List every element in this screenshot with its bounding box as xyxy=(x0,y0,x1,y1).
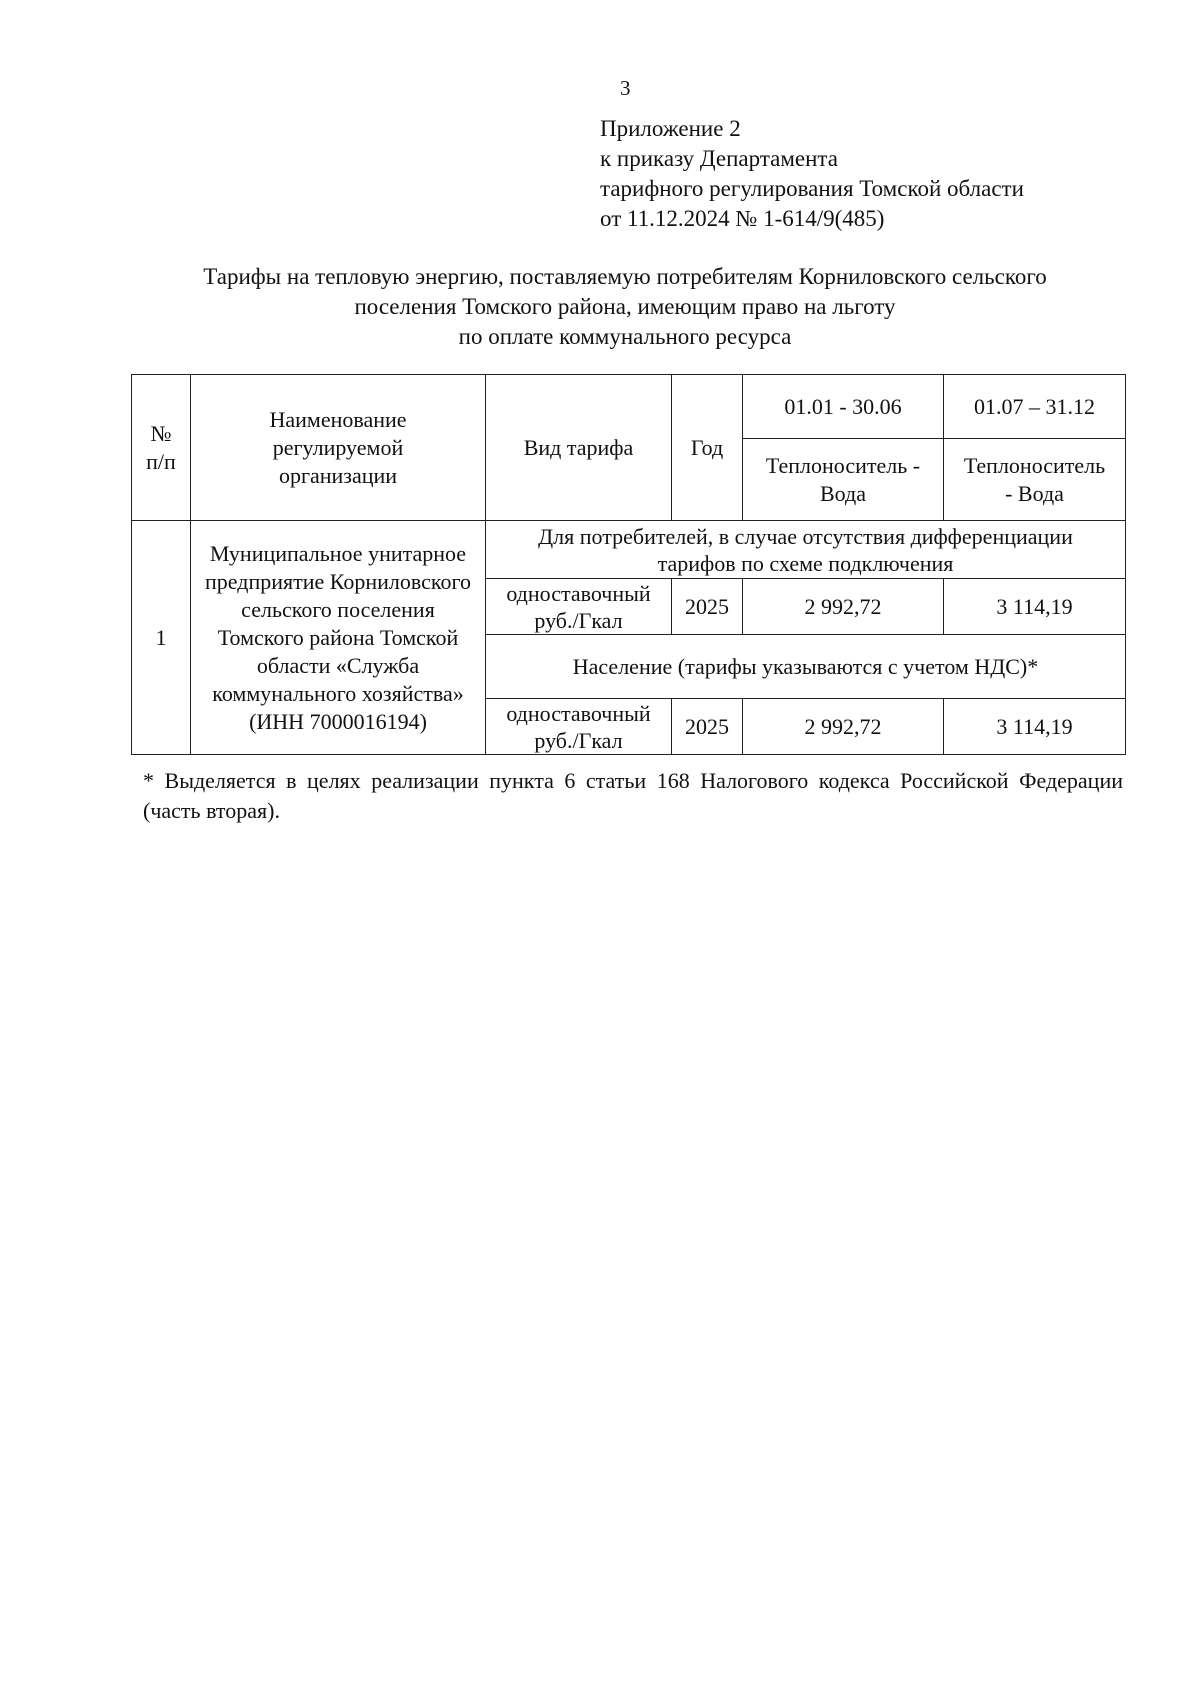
appendix-line-2: к приказу Департамента xyxy=(600,146,838,171)
header-number-cell xyxy=(132,375,191,521)
title-line-2: поселения Томского района, имеющим право на льготу xyxy=(354,294,896,319)
section-1-value-1-cell: 2 992,72 xyxy=(743,579,944,635)
section-1-value-2-cell: 3 114,19 xyxy=(944,579,1126,635)
title-line-1: Тарифы на тепловую энергию, поставляемую потребителям Корниловского сельского xyxy=(203,264,1047,289)
section-2-year-cell: 2025 xyxy=(672,699,743,755)
section-1-year-cell: 2025 xyxy=(672,579,743,635)
document-title xyxy=(130,262,1120,352)
header-carrier-1-line-2: Вода xyxy=(820,480,866,506)
section-1-tariff-line-1: одноставочный xyxy=(506,580,651,606)
footnote: * Выделяется в целях реализации пункта 6 статьи 168 Налогового кодекса Российской Федерации (часть вторая). xyxy=(143,768,1123,823)
header-period-1-cell: 01.01 - 30.06 xyxy=(743,375,944,439)
tariff-table xyxy=(131,374,1126,755)
section-2-tariff-line-1: одноставочный xyxy=(506,700,651,726)
header-carrier-2-line-1: Теплоноситель xyxy=(963,452,1106,478)
header-carrier-1-cell xyxy=(743,439,944,521)
header-carrier-1-line-1: Теплоноситель - xyxy=(765,452,921,478)
appendix-line-3: тарифного регулирования Томской области xyxy=(600,176,1024,201)
header-carrier-2-cell xyxy=(944,439,1126,521)
header-number-line-1: № xyxy=(150,420,172,446)
appendix-line-4: от 11.12.2024 № 1-614/9(485) xyxy=(600,206,885,231)
section-2-title-cell: Население (тарифы указываются с учетом НДС)* xyxy=(486,635,1126,699)
header-number-line-2: п/п xyxy=(146,448,176,474)
header-year-cell: Год xyxy=(672,375,743,521)
section-1-title-cell: Для потребителей, в случае отсутствия дифференциации тарифов по схеме подключения xyxy=(486,521,1126,579)
appendix-header xyxy=(600,114,1024,234)
title-line-3: по оплате коммунального ресурса xyxy=(458,324,792,349)
section-1-title-row xyxy=(132,521,1126,579)
section-1-tariff-cell xyxy=(486,579,672,635)
header-organization-cell: Наименование регулируемой организации xyxy=(191,375,486,521)
appendix-line-1: Приложение 2 xyxy=(600,116,741,141)
page-number: 3 xyxy=(620,76,631,100)
header-row xyxy=(132,375,1126,439)
section-2-tariff-cell xyxy=(486,699,672,755)
organization-cell: Муниципальное унитарное предприятие Корниловского сельского поселения Томского района Томской области «Служба коммунального хозяйства» (ИНН 7000016194) xyxy=(191,521,486,755)
section-2-value-2-cell: 3 114,19 xyxy=(944,699,1126,755)
section-1-tariff-line-2: руб./Гкал xyxy=(534,607,623,633)
section-2-tariff-line-2: руб./Гкал xyxy=(534,727,623,753)
section-2-value-1-cell: 2 992,72 xyxy=(743,699,944,755)
header-carrier-2-line-2: - Вода xyxy=(1005,480,1064,506)
header-tariff-type-cell: Вид тарифа xyxy=(486,375,672,521)
header-period-2-cell: 01.07 – 31.12 xyxy=(944,375,1126,439)
row-number-cell: 1 xyxy=(132,521,191,755)
